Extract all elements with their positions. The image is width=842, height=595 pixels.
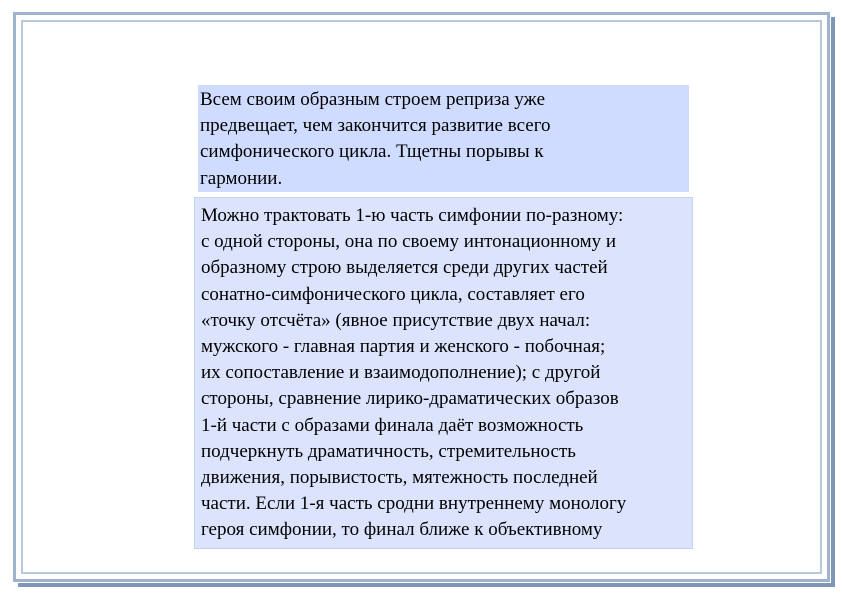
body-text-block: Можно трактовать 1-ю часть симфонии по-разному: с одной стороны, она по своему интонационному и образному строю выделяется среди других частей сонатно-симфонического цикла, составляет его «точку отсчёта» (явное присутствие двух начал: мужского - главная партия и женского - побочная; их сопоставление и взаимодополнение); с другой стороны, сравнение лирико-драматических образов 1-й части с образами финала даёт возможность подчеркнуть драматичность, стремительность движения, порывистость, мятежность последней части. Если 1-я часть сродни внутреннему монологу героя симфонии, то финал ближе к объективному [194, 197, 693, 549]
summary-text-block: Всем своим образным строем реприза уже предвещает, чем закончится развитие всего симфонического цикла. Тщетны порывы к гармонии. [198, 85, 689, 192]
